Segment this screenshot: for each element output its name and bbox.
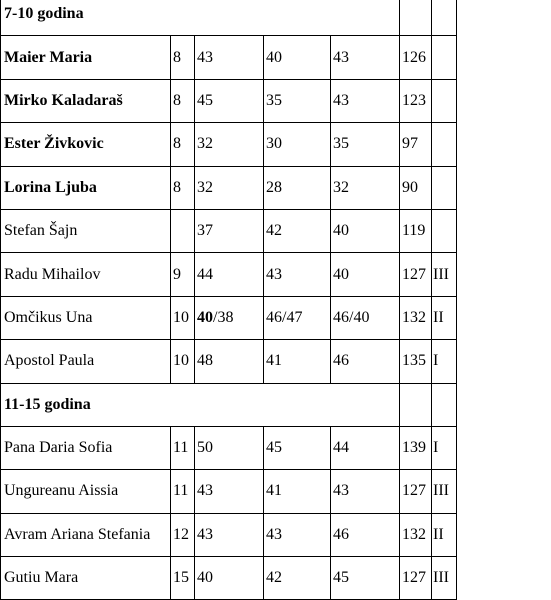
name-cell: Pana Daria Sofia [1,426,171,469]
age-cell: 8 [171,123,195,166]
score-3-cell: 35 [331,123,400,166]
score-1-cell: 44 [195,253,264,296]
score-3-cell: 44 [331,426,400,469]
table-row [1,296,457,339]
table-row [1,557,457,600]
score-2-cell: 43 [264,513,331,556]
score-1-cell [195,296,264,339]
total-cell: 135 [400,340,432,383]
place-cell: III [432,253,457,296]
score-2-cell: 42 [264,209,331,252]
table-row [1,253,457,296]
table-row [1,79,457,122]
age-cell: 8 [171,79,195,122]
total-cell: 127 [400,557,432,600]
place-cell [432,0,457,36]
place-cell [432,209,457,252]
place-cell [432,36,457,79]
place-cell: II [432,513,457,556]
table-row [1,36,457,79]
score-3-cell: 32 [331,166,400,209]
name-cell: Radu Mihailov [1,253,171,296]
section-row [1,383,457,426]
total-cell [400,0,432,36]
score-2-cell: 28 [264,166,331,209]
total-cell: 139 [400,426,432,469]
age-cell: 8 [171,166,195,209]
age-cell: 15 [171,557,195,600]
score-3-cell: 46/40 [331,296,400,339]
score-2-cell: 30 [264,123,331,166]
score-2-cell: 43 [264,253,331,296]
table-row [1,123,457,166]
score-1-cell: 48 [195,340,264,383]
score-3-cell: 46 [331,340,400,383]
score-1-cell: 43 [195,36,264,79]
table-row [1,166,457,209]
table-row [1,340,457,383]
score-2-cell: 45 [264,426,331,469]
place-cell: III [432,470,457,513]
score-1-cell: 32 [195,166,264,209]
score-3-cell: 43 [331,79,400,122]
score-1-bold: 40 [197,308,213,326]
place-cell: I [432,340,457,383]
section-title: 11-15 godina [1,383,400,426]
age-cell [171,209,195,252]
total-cell: 132 [400,513,432,556]
name-cell: Maier Maria [1,36,171,79]
name-cell: Omčikus Una [1,296,171,339]
age-cell: 12 [171,513,195,556]
place-cell [432,383,457,426]
place-cell: III [432,557,457,600]
total-cell: 127 [400,253,432,296]
section-title: 7-10 godina [1,0,400,36]
score-1-cell: 50 [195,426,264,469]
place-cell [432,166,457,209]
total-cell: 126 [400,36,432,79]
score-3-cell: 43 [331,470,400,513]
score-1-cell: 45 [195,79,264,122]
table-row [1,470,457,513]
score-2-cell: 42 [264,557,331,600]
score-2-cell: 41 [264,340,331,383]
place-cell: II [432,296,457,339]
age-cell: 8 [171,36,195,79]
place-cell [432,79,457,122]
total-cell: 132 [400,296,432,339]
name-cell: Apostol Paula [1,340,171,383]
table-row [1,209,457,252]
total-cell: 119 [400,209,432,252]
score-1-cell: 40 [195,557,264,600]
age-cell: 11 [171,426,195,469]
section-row [1,0,457,36]
age-cell: 11 [171,470,195,513]
total-cell [400,383,432,426]
score-3-cell: 43 [331,36,400,79]
name-cell: Ungureanu Aissia [1,470,171,513]
score-1-cell: 32 [195,123,264,166]
total-cell: 90 [400,166,432,209]
score-3-cell: 40 [331,209,400,252]
score-3-cell: 40 [331,253,400,296]
table-row [1,426,457,469]
place-cell: I [432,426,457,469]
name-cell: Stefan Šajn [1,209,171,252]
score-2-cell: 46/47 [264,296,331,339]
age-cell: 10 [171,296,195,339]
name-cell: Ester Živkovic [1,123,171,166]
score-1-cell: 43 [195,470,264,513]
score-1-cell: 43 [195,513,264,556]
score-2-cell: 41 [264,470,331,513]
score-1-cell: 37 [195,209,264,252]
name-cell: Mirko Kaladaraš [1,79,171,122]
score-3-cell: 45 [331,557,400,600]
name-cell: Avram Ariana Stefania [1,513,171,556]
age-cell: 9 [171,253,195,296]
total-cell: 127 [400,470,432,513]
total-cell: 123 [400,79,432,122]
name-cell: Lorina Ljuba [1,166,171,209]
place-cell [432,123,457,166]
table-row [1,513,457,556]
age-cell: 10 [171,340,195,383]
name-cell: Gutiu Mara [1,557,171,600]
score-2-cell: 40 [264,36,331,79]
score-2-cell: 35 [264,79,331,122]
score-3-cell: 46 [331,513,400,556]
score-1-rest: /38 [213,308,234,326]
total-cell: 97 [400,123,432,166]
